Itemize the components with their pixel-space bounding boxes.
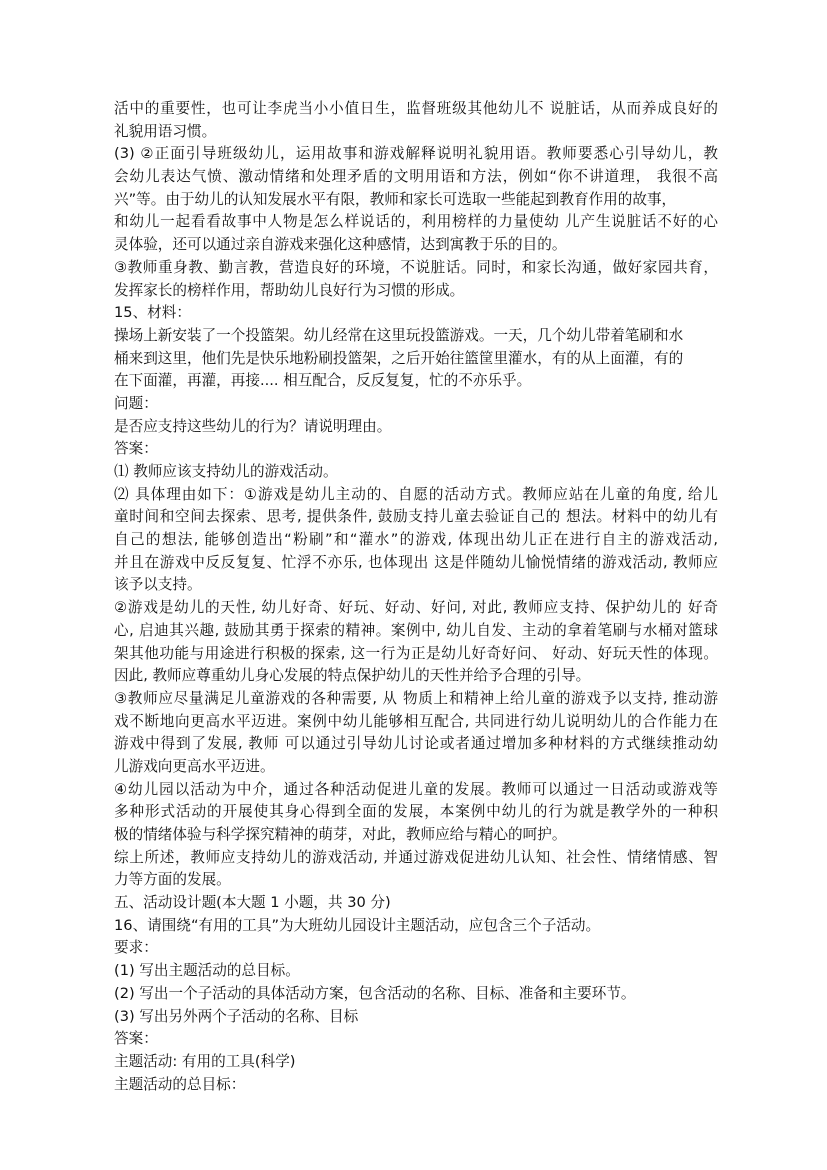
text-line: 答案： [114,1030,158,1048]
text-line: 灵体验，还可以通过亲自游戏来强化这种感情，达到寓教于乐的目的。 [114,236,567,254]
text-line: ③教师重身教、勤言教，营造良好的环境，不说脏话。同时，和家长沟通，做好家园共育， [114,258,718,276]
text-line: ⑵ 具体理由如下：①游戏是幼儿主动的、自愿的活动方式。教师应站在儿童的角度, 给儿 [114,485,718,503]
text-line: 五、活动设计题(本大题 1 小题，共 30 分) [114,894,391,912]
document-page [114,98,718,1096]
text-line: 要求： [114,939,158,957]
text-line: 综上所述，教师应支持幼儿的游戏活动, 并通过游戏促进幼儿认知、社会性、情绪情感、智 [114,848,718,866]
text-line: 会幼儿表达气愤、激动情绪和处理矛盾的文明用语和方法，例如“你不讲道理， 我很不高 [114,168,718,186]
text-line: 多种形式活动的开展使其身心得到全面的发展，本案例中幼儿的行为就是教学外的一种积 [114,803,718,821]
text-line: 儿游戏向更高水平迈进。 [114,757,275,775]
text-line: 是否应支持这些幼儿的行为？请说明理由。 [114,417,392,435]
text-line: 桶来到这里，他们先是快乐地粉刷投篮架，之后开始往篮筐里灌水，有的从上面灌，有的 [114,349,684,367]
text-line: 该予以支持。 [114,576,202,594]
text-line: (3) ②正面引导班级幼儿，运用故事和游戏解释说明礼貌用语。教师要悉心引导幼儿，教 [114,145,718,163]
text-line: 礼貌用语习惯。 [114,122,217,140]
text-line: 16、请围绕“有用的工具”为大班幼儿园设计主题活动，应包含三个子活动。 [114,916,601,934]
text-line: 游戏中得到了发展, 教师 可以通过引导幼儿讨论或者通过增加多种材料的方式继续推动幼 [114,735,718,753]
text-line: 并且在游戏中反反复复、忙浮不亦乐, 也体现出 这是伴随幼儿愉悦情绪的游戏活动, 教师应 [114,553,718,571]
text-line: (2) 写出一个子活动的具体活动方案，包含活动的名称、目标、准备和主要环节。 [114,984,636,1002]
text-line: 兴”等。由于幼儿的认知发展水平有限，教师和家长可选取一些能起到教育作用的故事， [114,190,677,208]
text-line: 童时间和空间去探索、思考, 提供条件, 鼓励支持儿童去验证自己的 想法。材料中的幼儿有 [114,508,718,526]
text-line: 心, 启迪其兴趣, 鼓励其勇于探索的精神。案例中, 幼儿自发、主动的拿着笔刷与水桶对篮球 [114,621,718,639]
text-line: 发挥家长的榜样作用，帮助幼儿良好行为习惯的形成。 [114,281,465,299]
text-line: 主题活动的总目标： [114,1075,246,1093]
text-line: 力等方面的发展。 [114,871,231,889]
text-line: 在下面灌，再灌，再接.... 相互配合，反反复复，忙的不亦乐乎。 [114,372,532,390]
text-line: (1) 写出主题活动的总目标。 [114,962,300,980]
text-line: 15、材料： [114,304,191,322]
text-line: 和幼儿一起看看故事中人物是怎么样说话的，利用榜样的力量使幼 儿产生说脏话不好的心 [114,213,718,231]
text-line: 问题： [114,394,158,412]
text-line: ⑴ 教师应该支持幼儿的游戏活动。 [114,463,338,480]
text-line: 架其他功能与用途进行积极的探索, 这一行为正是幼儿好奇好问、 好动、好玩天性的体现。 [114,644,718,662]
text-line: 操场上新安装了一个投篮架。幼儿经常在这里玩投篮游戏。一天，几个幼儿带着笔刷和水 [114,326,684,344]
text-line: 戏不断地向更高水平迈进。案例中幼儿能够相互配合, 共同进行幼儿说明幼儿的合作能力在 [114,712,718,730]
text-line: ②游戏是幼儿的天性, 幼儿好奇、好玩、好动、好问, 对此, 教师应支持、保护幼儿的 好奇 [114,599,718,617]
text-line: ③教师应尽量满足儿童游戏的各种需要, 从 物质上和精神上给儿童的游戏予以支持, 推动游 [114,689,718,707]
text-line: 活中的重要性，也可让李虎当小小值日生，监督班级其他幼儿不 说脏话，从而养成良好的 [114,100,718,117]
text-line: 因此, 教师应尊重幼儿身心发展的特点保护幼儿的天性并给予合理的引导。 [114,667,591,685]
text-line: 主题活动: 有用的工具(科学) [114,1052,296,1070]
text-line: ④幼儿园以活动为中介，通过各种活动促进儿童的发展。教师可以通过一日活动或游戏等 [114,780,718,798]
text-line: 答案： [114,440,158,458]
text-line: 自己的想法, 能够创造出“粉刷”和“灌水”的游戏, 体现出幼儿正在进行自主的游戏活动, [114,531,718,549]
text-line: (3) 写出另外两个子活动的名称、目标 [114,1007,359,1025]
text-line: 极的情绪体验与科学探究精神的萌芽，对此，教师应给与精心的呵护。 [114,826,567,843]
